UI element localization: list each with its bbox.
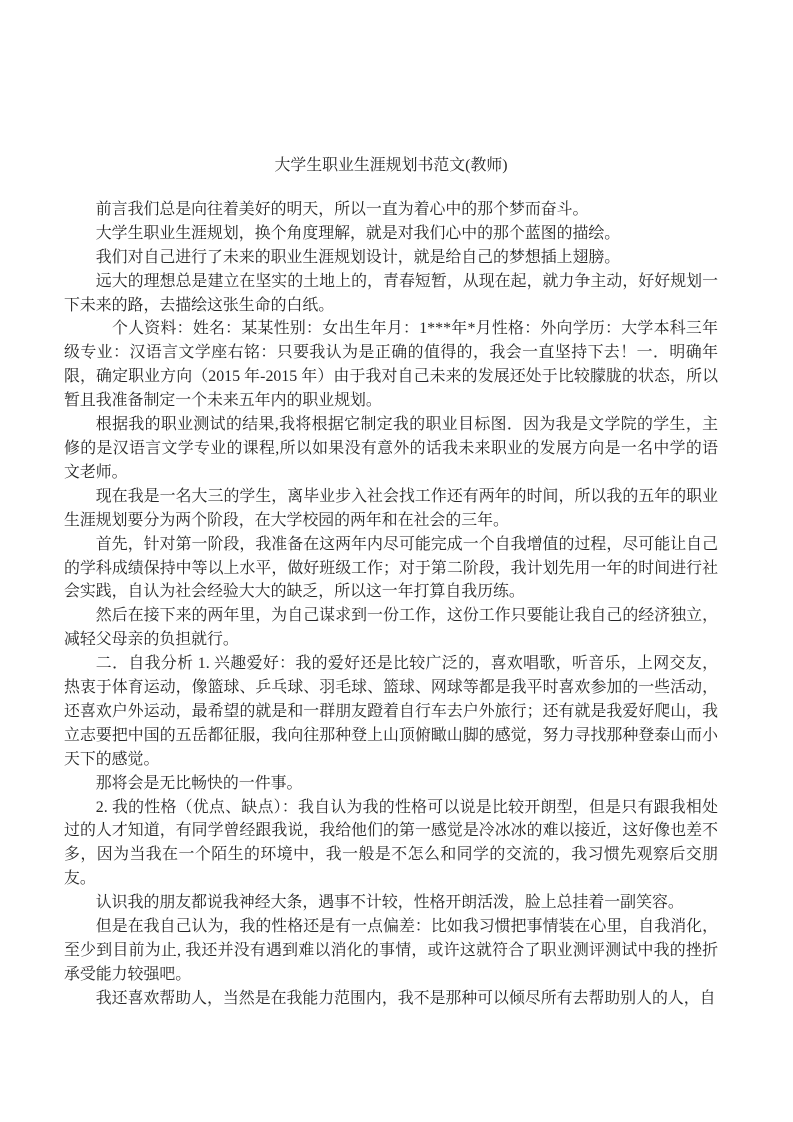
paragraph: 现在我是一名大三的学生，离毕业步入社会找工作还有两年的时间，所以我的五年的职业生涯规划要分为两个阶段，在大学校园的两年和在社会的三年。 xyxy=(64,487,718,529)
paragraph-list xyxy=(64,198,718,1011)
paragraph: 我们对自己进行了未来的职业生涯规划设计，就是给自己的梦想插上翅膀。 xyxy=(95,248,621,266)
paragraph: 首先，针对第一阶段，我准备在这两年内尽可能完成一个自我增值的过程，尽可能让自己的学科成绩保持中等以上水平，做好班级工作；对于第二阶段，我计划先用一年的时间进行社会实践，自认为社会经验大大的缺乏，所以这一年打算自我历练。 xyxy=(64,535,718,601)
document-title: 大学生职业生涯规划书范文(教师) xyxy=(274,157,508,174)
paragraph: 个人资料：姓名：某某性别：女出生年月：1***年*月性格：外向学历：大学本科三年级专业：汉语言文学座右铭：只要我认为是正确的值得的，我会一直坚持下去！一．明确年限，确定职业方向（2015 年-2015 年）由于我对自己未来的发展还处于比较朦胧的状态，所以暂且我准备制定一个未来五年内的职业规划。 xyxy=(64,320,718,410)
document-content xyxy=(64,154,718,1011)
paragraph: 认识我的朋友都说我神经大条，遇事不计较，性格开朗活泼，脸上总挂着一副笑容。 xyxy=(95,894,684,912)
paragraph: 我还喜欢帮助人，当然是在我能力范围内，我不是那种可以倾尽所有去帮助别人的人，自 xyxy=(95,989,716,1007)
paragraph: 前言我们总是向往着美好的明天，所以一直为着心中的那个梦而奋斗。 xyxy=(95,200,589,218)
paragraph: 远大的理想总是建立在坚实的土地上的，青春短暂，从现在起，就力争主动，好好规划一下未来的路，去描绘这张生命的白纸。 xyxy=(64,272,718,314)
paragraph: 然后在接下来的两年里，为自己谋求到一份工作，这份工作只要能让我自己的经济独立，减轻父母亲的负担就行。 xyxy=(64,607,718,649)
paragraph: 根据我的职业测试的结果,我将根据它制定我的职业目标图．因为我是文学院的学生，主修的是汉语言文学专业的课程,所以如果没有意外的话我未来职业的发展方向是一名中学的语文老师。 xyxy=(64,416,718,481)
paragraph: 大学生职业生涯规划，换个角度理解，就是对我们心中的那个蓝图的描绘。 xyxy=(95,224,621,242)
paragraph: 但是在我自己认为，我的性格还是有一点偏差：比如我习惯把事情装在心里，自我消化，至少到目前为止, 我还并没有遇到难以消化的事情，或许这就符合了职业测评测试中我的挫折承受能力较强吧。 xyxy=(64,918,718,983)
paragraph: 2. 我的性格（优点、缺点）：我自认为我的性格可以说是比较开朗型，但是只有跟我相处过的人才知道，有同学曾经跟我说，我给他们的第一感觉是冷冰冰的难以接近，这好像也差不多，因为当我在一个陌生的环境中，我一般是不怎么和同学的交流的，我习惯先观察后交朋友。 xyxy=(64,798,718,888)
paragraph: 那将会是无比畅快的一件事。 xyxy=(95,774,303,792)
paragraph: 二．自我分析 1. 兴趣爱好：我的爱好还是比较广泛的，喜欢唱歌，听音乐，上网交友，热衷于体育运动，像篮球、乒乓球、羽毛球、篮球、网球等都是我平时喜欢参加的一些活动，还喜欢户外运动，最希望的就是和一群朋友蹬着自行车去户外旅行；还有就是我爱好爬山，我立志要把中国的五岳都征服，我向往那种登上山顶俯瞰山脚的感觉，努力寻找那种登泰山而小天下的感觉。 xyxy=(64,655,718,768)
